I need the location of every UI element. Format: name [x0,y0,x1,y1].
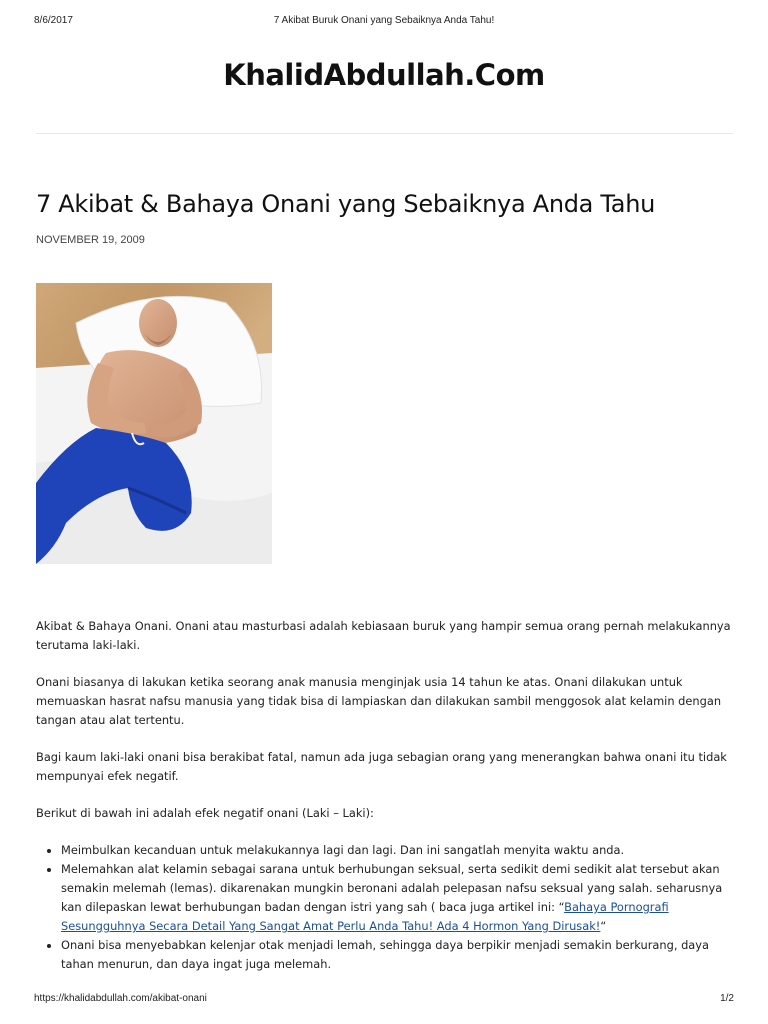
list-item-text: Meimbulkan kecanduan untuk melakukannya lagi dan lagi. Dan ini sangatlah menyita waktu anda. [61,843,625,857]
print-footer [0,993,768,1007]
paragraph-usage: Onani biasanya di lakukan ketika seorang anak manusia menginjak usia 14 tahun ke atas. Onani dilakukan untuk memuaskan hasrat nafsu manusia yang tidak bisa di lampiaskan dan dilakukan sambil menggosok alat kelamin dengan tangan atau alat tertentu. [36,675,722,727]
paragraph-list-intro: Berikut di bawah ini adalah efek negatif onani (Laki – Laki): [36,806,374,820]
print-date: 8/6/2017 [34,15,73,26]
quote-close: “ [600,919,607,933]
paragraph-effects: Bagi kaum laki-laki onani bisa berakibat fatal, namun ada juga sebagian orang yang menerangkan bahwa onani itu tidak mempunyai efek negatif. [36,750,727,783]
list-item [61,841,736,860]
list-item-text: Melemahkan alat kelamin sebagai sarana untuk berhubungan seksual, serta sedikit demi sedikit alat tersebut akan semakin melemah (lemas). dikarenakan mungkin beronani adalah pelepasan nafsu seksual yang salah. seharusnya kan dilepaskan lewat berhubungan badan dengan istri yang sah ( baca juga artikel ini: “ [61,862,723,914]
post-title: 7 Akibat & Bahaya Onani yang Sebaiknya Anda Tahu [36,190,656,218]
print-header [0,15,768,29]
print-tab-title: 7 Akibat Buruk Onani yang Sebaiknya Anda Tahu! [273,15,495,26]
post-content [36,617,736,974]
list-item [61,936,736,974]
print-url: https://khalidabdullah.com/akibat-onani [34,993,207,1004]
post-date: NOVEMBER 19, 2009 [36,234,145,246]
paragraph-intro: Akibat & Bahaya Onani. Onani atau masturbasi adalah kebiasaan buruk yang hampir semua orang pernah melakukannya terutama laki-laki. [36,619,731,652]
print-page-number: 1/2 [720,993,734,1004]
featured-image [36,283,272,564]
list-item-text: Onani bisa menyebabkan kelenjar otak menjadi lemah, sehingga daya berpikir menjadi semakin berkurang, daya tahan menurun, dan daya ingat juga melemah. [61,938,710,971]
negative-effects-list [36,841,736,974]
related-article-link[interactable]: Bahaya Pornografi Sesungguhnya Secara Detail Yang Sangat Amat Perlu Anda Tahu! Ada 4 Hormon Yang Dirusak! [61,900,669,933]
site-title[interactable]: KhalidAbdullah.Com [223,58,545,92]
header-divider [36,133,733,134]
list-item [61,860,736,936]
